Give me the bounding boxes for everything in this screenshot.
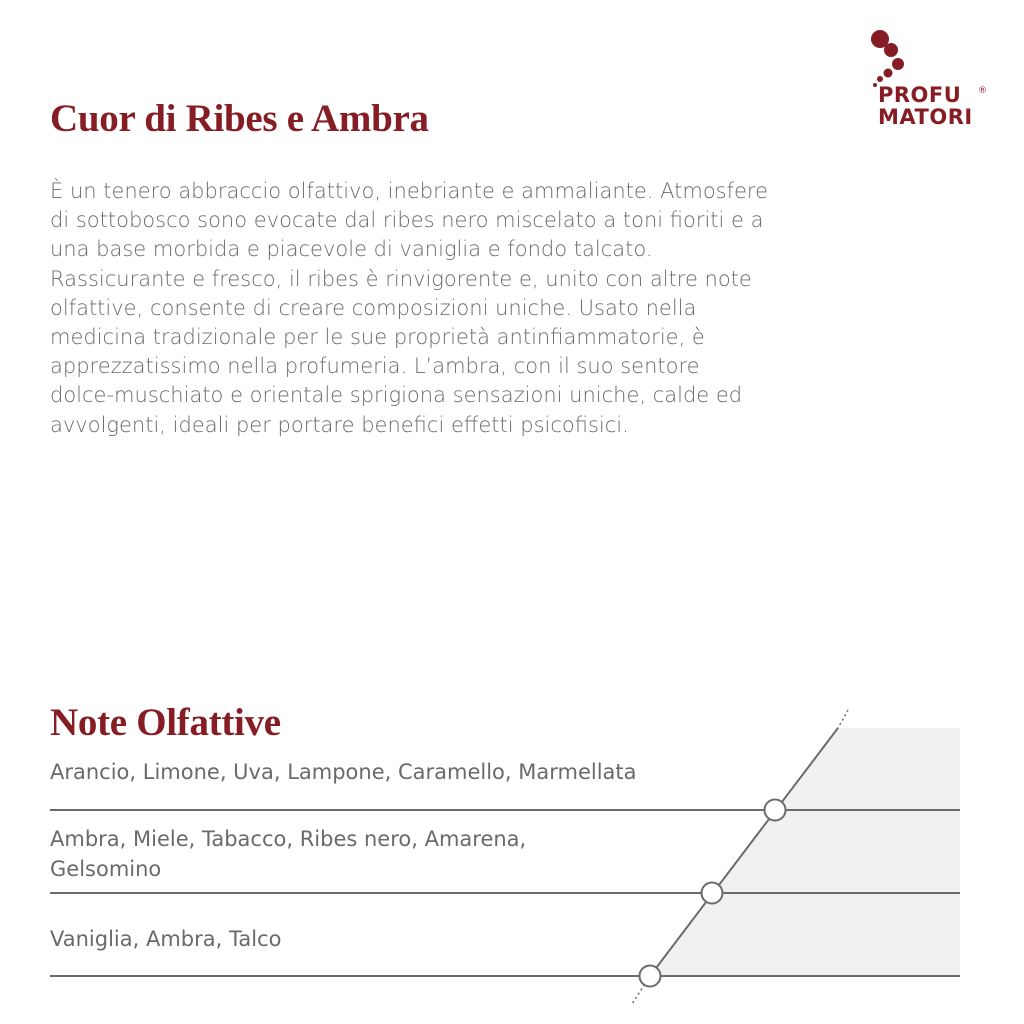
node-top — [765, 800, 786, 821]
base-notes: Vaniglia, Ambra, Talco — [50, 927, 282, 951]
fragrance-description: È un tenero abbraccio olfattivo, inebriante e ammaliante. Atmosfere di sottobosco sono evocate dal ribes nero miscelato a toni fioriti e a una base morbida e piacevole di vaniglia e fondo talcato. Rassicurante e fresco, il ribes è rinvigorente e, unito con altre note olfattive, consente di creare composizioni uniche. Usato nella medicina tradizionale per le sue proprietà antinfiammatorie, è apprezzatissimo nella profumeria. L’ambra, con il suo sentore dolce-muschiato e orientale sprigiona sensazioni uniche, calde ed avvolgenti, ideali per portare benefici effetti psicofisici. — [50, 179, 769, 437]
page-title: Cuor di Ribes e Ambra — [50, 97, 429, 140]
node-base — [640, 966, 661, 987]
diagram-panel — [650, 728, 960, 976]
registered-mark: ® — [978, 86, 987, 96]
diagonal-dotted-top — [838, 710, 848, 728]
logo-line-1: PROFU — [878, 83, 962, 107]
top-notes: Arancio, Limone, Uva, Lampone, Caramello, Marmellata — [50, 760, 637, 784]
logo-line-2: MATORI — [878, 105, 973, 129]
notes-section-title: Note Olfattive — [50, 701, 281, 744]
heart-notes: Ambra, Miele, Tabacco, Ribes nero, Amarena, Gelsomino — [50, 827, 527, 881]
node-heart — [702, 883, 723, 904]
